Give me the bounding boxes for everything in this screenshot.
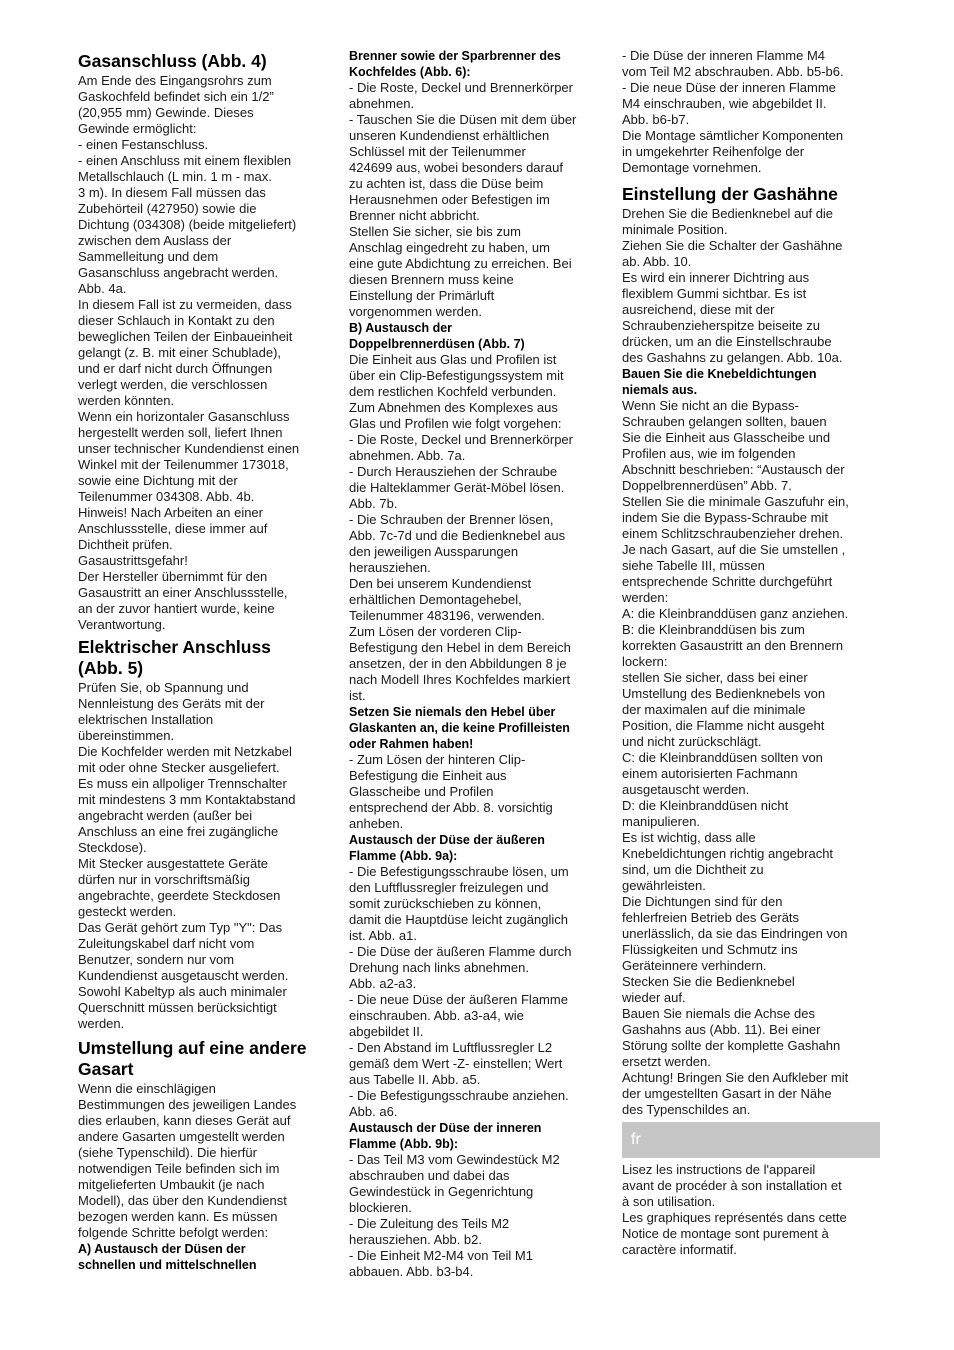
heading-gasanschluss: Gasanschluss (Abb. 4) (78, 51, 267, 71)
paragraph-elektrischer-anschluss: Prüfen Sie, ob Spannung und Nennleistung des Geräts mit der elektrischen Installation übereinstimmen. Die Kochfelder werden mit Netzkabel mit oder ohne Stecker ausgeliefert. Es muss ein allpoliger Trennschalter mit mindestens 3 mm Kontaktabstand angebracht werden (außer bei Anschluss an eine frei zugängliche Steckdose). Mit Stecker ausgestattete Geräte dürfen nur in vorschriftsmäßig angebrachte, geerdete Steckdosen gesteckt werden. Das Gerät gehört zum Typ "Y": Das Zuleitungskabel darf nicht vom Benutzer, sondern nur vom Kundendienst ausgetauscht werden. Sowohl Kabeltyp als auch minimaler Querschnitt müssen berücksichtigt werden. (78, 680, 296, 1031)
paragraph-umstellung-gasart: Wenn die einschlägigen Bestimmungen des jeweiligen Landes dies erlauben, kann dieses Gerät auf andere Gasarten umgestellt werden (siehe Typenschild). Die hierfür notwendigen Teile befinden sich im mitgelieferten Umbaukit (je nach Modell), das über den Kundendienst bezogen werden kann. Es müssen folgende Schritte befolgt werden: (78, 1081, 297, 1240)
warning-hebel: Setzen Sie niemals den Hebel über Glaskanten an, die keine Profilleisten oder Rahmen haben! (349, 705, 570, 751)
language-bar-fr (622, 1122, 880, 1158)
heading-einstellung-gashaehne: Einstellung der Gashähne (622, 184, 838, 204)
paragraph-innere-flamme: - Das Teil M3 vom Gewindestück M2 abschrauben und dabei das Gewindestück in Gegenrichtung blockieren. - Die Zuleitung des Teils M2 herausziehen. Abb. b2. - Die Einheit M2-M4 von Teil M1 abbauen. Abb. b3-b4. (349, 1152, 560, 1279)
paragraph-innere-flamme-cont: - Die Düse der inneren Flamme M4 vom Teil M2 abschrauben. Abb. b5-b6. - Die neue Düse der inneren Flamme M4 einschrauben, wie abgebildet II. Abb. b6-b7. Die Montage sämtlicher Komponenten in umgekehrter Reihenfolge der Demontage vornehmen. (622, 48, 844, 175)
subheading-austausch-duesen-a: A) Austausch der Düsen der schnellen und mittelschnellen (78, 1242, 257, 1272)
column-left (78, 48, 340, 1273)
paragraph-doppelbrennerduesen: Die Einheit aus Glas und Profilen ist über ein Clip-Befestigungssystem mit dem restlichen Kochfeld verbunden. Zum Abnehmen des Komplexes aus Glas und Profilen wie folgt vorgehen: - Die Roste, Deckel und Brennerkörper abnehmen. Abb. 7a. - Durch Herausziehen der Schraube die Halteklammer Gerät-Möbel lösen. Abb. 7b. - Die Schrauben der Brenner lösen, Abb. 7c-7d und die Bedienknebel aus den jeweiligen Aussparungen herausziehen. Den bei unserem Kundendienst erhältlichen Demontagehebel, Teilenummer 483196, verwenden. Zum Lösen der vorderen Clip- Befestigung den Hebel in dem Bereich ansetzen, der in den Abbildungen 8 je nach Modell Ihres Kochfeldes markiert ist. (349, 352, 573, 703)
subheading-innere-flamme: Austausch der Düse der inneren Flamme (Abb. 9b): (349, 1121, 542, 1151)
paragraph-fr-intro: Lisez les instructions de l'appareil avant de procéder à son installation et à son utilisation. Les graphiques représentés dans cette Notice de montage sont purement à caractère informatif. (622, 1162, 847, 1257)
warning-knebeldichtungen: Bauen Sie die Knebeldichtungen niemals aus. (622, 367, 817, 397)
subheading-brenner-sparbrenner: Brenner sowie der Sparbrenner des Kochfeldes (Abb. 6): (349, 49, 561, 79)
column-right (622, 48, 880, 1258)
paragraph-duesenwechsel: - Die Roste, Deckel und Brennerkörper abnehmen. - Tauschen Sie die Düsen mit dem über unseren Kundendienst erhältlichen Schlüssel mit der Teilenummer 424699 aus, wobei besonders darauf zu achten ist, dass die Düse beim Herausnehmen oder Befestigen im Brenner nicht abbricht. Stellen Sie sicher, sie bis zum Anschlag eingedreht zu haben, um eine gute Abdichtung zu erreichen. Bei diesen Brennern muss keine Einstellung der Primärluft vorgenommen werden. (349, 80, 577, 319)
heading-elektrischer-anschluss: Elektrischer Anschluss (Abb. 5) (78, 637, 271, 678)
paragraph-hintere-clip: - Zum Lösen der hinteren Clip- Befestigung die Einheit aus Glasscheibe und Profilen entsprechend der Abb. 8. vorsichtig anheben. (349, 752, 553, 831)
subheading-doppelbrennerduesen: B) Austausch der Doppelbrennerdüsen (Abb. 7) (349, 321, 525, 351)
paragraph-bypass: Wenn Sie nicht an die Bypass- Schrauben gelangen sollten, bauen Sie die Einheit aus Glasscheibe und Profilen aus, wie im folgenden Abschnitt beschrieben: “Austausch der Doppelbrennerdüsen” Abb. 7. Stellen Sie die minimale Gaszufuhr ein, indem Sie die Bypass-Schraube mit einem Schlitzschraubenzieher drehen. Je nach Gasart, auf die Sie umstellen , siehe Tabelle III, müssen entsprechende Schritte durchgeführt werden: A: die Kleinbranddüsen ganz anziehen. B: die Kleinbranddüsen bis zum korrekten Gasaustritt an den Brennern lockern: stellen Sie sicher, dass bei einer Umstellung des Bedienknebels von der maximalen auf die minimale Position, die Flamme nicht ausgeht und nicht zurückschlägt. C: die Kleinbranddüsen sollten von einem autorisierten Fachmann ausgetauscht werden. D: die Kleinbranddüsen nicht manipulieren. Es ist wichtig, dass alle Knebeldichtungen richtig angebracht sind, um die Dichtheit zu gewährleisten. Die Dichtungen sind für den fehlerfreien Betrieb des Geräts unerlässlich, da sie das Eindringen von Flüssigkeiten und Schmutz ins Geräteinnere verhindern. Stecken Sie die Bedienknebel wieder auf. Bauen Sie niemals die Achse des Gashahns aus (Abb. 11). Bei einer Störung sollte der komplette Gashahn ersetzt werden. Achtung! Bringen Sie den Aufkleber mit der umgestellten Gasart in der Nähe des Typenschildes an. (622, 398, 849, 1117)
subheading-aeussere-flamme: Austausch der Düse der äußeren Flamme (Abb. 9a): (349, 833, 545, 863)
language-label: fr (631, 1131, 641, 1148)
paragraph-aeussere-flamme: - Die Befestigungsschraube lösen, um den Luftflussregler freizulegen und somit zurückschieben zu können, damit die Hauptdüse leicht zugänglich ist. Abb. a1. - Die Düse der äußeren Flamme durch Drehung nach links abnehmen. Abb. a2-a3. - Die neue Düse der äußeren Flamme einschrauben. Abb. a3-a4, wie abgebildet II. - Den Abstand im Luftflussregler L2 gemäß dem Wert -Z- einstellen; Wert aus Tabelle II. Abb. a5. - Die Befestigungsschraube anziehen. Abb. a6. (349, 864, 572, 1119)
paragraph-einstellung-gashaehne: Drehen Sie die Bedienknebel auf die minimale Position. Ziehen Sie die Schalter der Gashähne ab. Abb. 10. Es wird ein innerer Dichtring aus flexiblem Gummi sichtbar. Es ist ausreichend, diese mit der Schraubenzieherspitze beiseite zu drücken, um an die Einstellschraube des Gashahns zu gelangen. Abb. 10a. (622, 206, 843, 365)
paragraph-gasanschluss: Am Ende des Eingangsrohrs zum Gaskochfeld befindet sich ein 1/2” (20,955 mm) Gewinde. Dieses Gewinde ermöglicht: - einen Festanschluss. - einen Anschluss mit einem flexiblen Metallschlauch (L min. 1 m - max. 3 m). In diesem Fall müssen das Zubehörteil (427950) sowie die Dichtung (034308) (beide mitgeliefert) zwischen dem Auslass der Sammelleitung und dem Gasanschluss angebracht werden. Abb. 4a. In diesem Fall ist zu vermeiden, dass dieser Schlauch in Kontakt zu den beweglichen Teilen der Einbaueinheit gelangt (z. B. mit einer Schublade), und er darf nicht durch Öffnungen verlegt werden, die verschlossen werden könnten. Wenn ein horizontaler Gasanschluss hergestellt werden soll, liefert Ihnen unser technischer Kundendienst einen Winkel mit der Teilenummer 173018, sowie eine Dichtung mit der Teilenummer 034308. Abb. 4b. Hinweis! Nach Arbeiten an einer Anschlussstelle, diese immer auf Dichtheit prüfen. Gasaustrittsgefahr! Der Hersteller übernimmt für den Gasaustritt an einer Anschlussstelle, an der zuvor hantiert wurde, keine Verantwortung. (78, 73, 300, 632)
column-middle (349, 48, 604, 1280)
heading-umstellung-gasart: Umstellung auf eine andere Gasart (78, 1038, 307, 1079)
